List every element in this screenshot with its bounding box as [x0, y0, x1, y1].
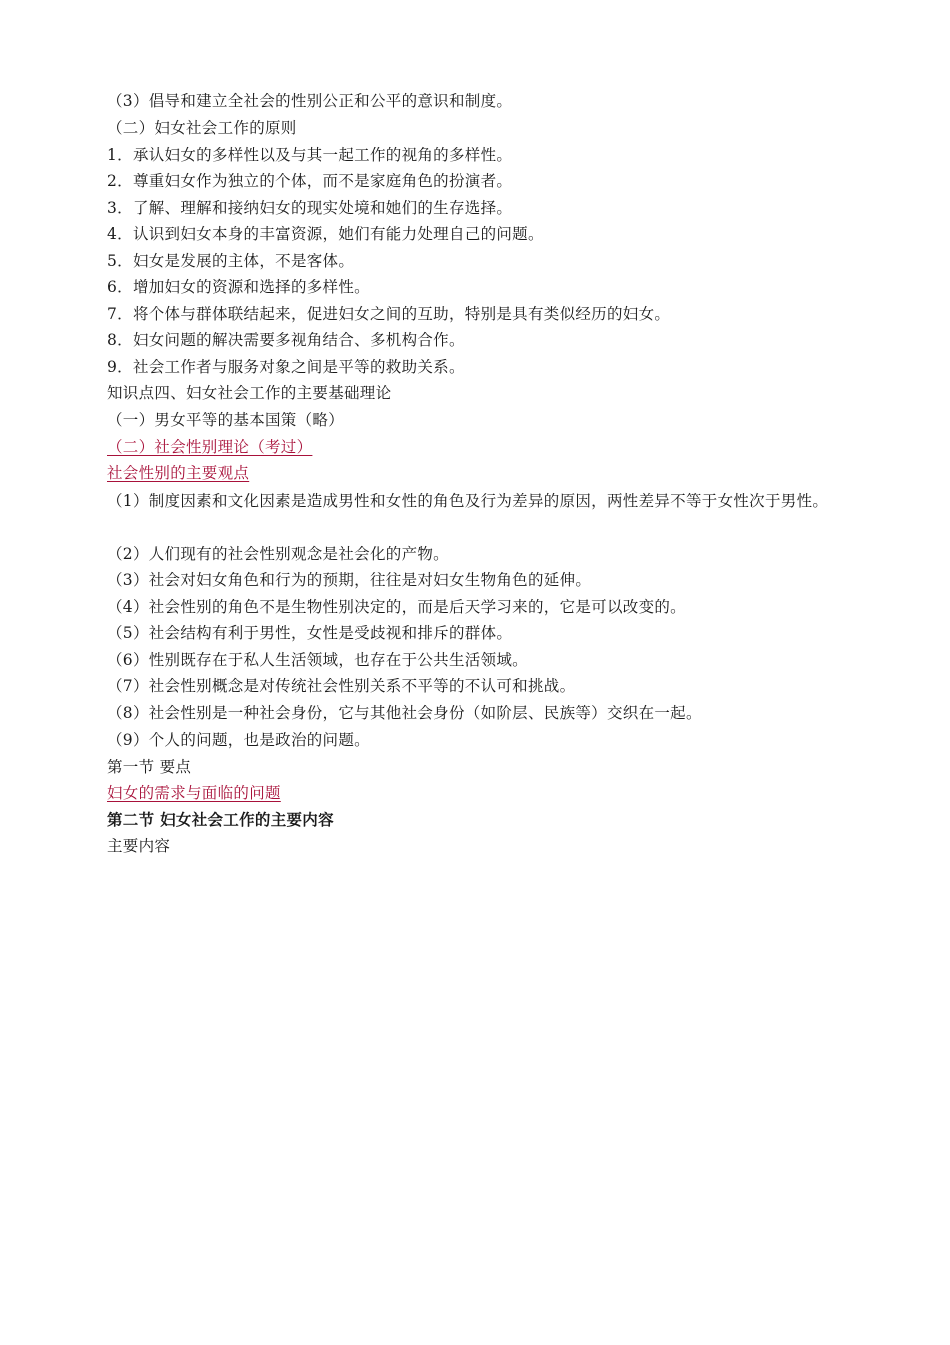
- text-line: （一）男女平等的基本国策（略）: [107, 411, 345, 429]
- section-heading: 第一节 要点: [107, 758, 192, 776]
- text-line: （3）倡导和建立全社会的性别公正和公平的意识和制度。: [107, 92, 513, 110]
- text-line: （5）社会结构有利于男性，女性是受歧视和排斥的群体。: [107, 624, 513, 642]
- wrapped-paragraph: （1）制度因素和文化因素是造成男性和女性的角色及行为差异的原因，两性差异不等于女性次于男性。: [107, 492, 829, 510]
- text-line: 8．妇女问题的解决需要多视角结合、多机构合作。: [107, 331, 465, 349]
- text-line: 7．将个体与群体联结起来，促进妇女之间的互助，特别是具有类似经历的妇女。: [107, 305, 671, 323]
- text-line: 6．增加妇女的资源和选择的多样性。: [107, 278, 370, 296]
- text-line: 9．社会工作者与服务对象之间是平等的救助关系。: [107, 358, 465, 376]
- red-underlined-heading: （二）社会性别理论（考过）: [107, 438, 313, 456]
- text-line: （8）社会性别是一种社会身份，它与其他社会身份（如阶层、民族等）交织在一起。: [107, 704, 702, 722]
- text-line: （7）社会性别概念是对传统社会性别关系不平等的不认可和挑战。: [107, 677, 576, 695]
- text-line: 5．妇女是发展的主体，不是客体。: [107, 252, 355, 270]
- text-line: 3．了解、理解和接纳妇女的现实处境和她们的生存选择。: [107, 199, 513, 217]
- text-line: （6）性别既存在于私人生活领域，也存在于公共生活领域。: [107, 651, 528, 669]
- red-underlined-heading: 妇女的需求与面临的问题: [107, 784, 281, 802]
- text-line: （9）个人的问题，也是政治的问题。: [107, 731, 370, 749]
- red-underlined-heading: 社会性别的主要观点: [107, 464, 250, 482]
- text-line: （4）社会性别的角色不是生物性别决定的，而是后天学习来的，它是可以改变的。: [107, 598, 686, 616]
- text-line: 2．尊重妇女作为独立的个体，而不是家庭角色的扮演者。: [107, 172, 513, 190]
- text-line: 1．承认妇女的多样性以及与其一起工作的视角的多样性。: [107, 146, 513, 164]
- text-line: （二）妇女社会工作的原则: [107, 119, 297, 137]
- text-line: 主要内容: [107, 837, 171, 855]
- section-heading: 第二节 妇女社会工作的主要内容: [107, 810, 334, 829]
- text-line: 4．认识到妇女本身的丰富资源，她们有能力处理自己的问题。: [107, 225, 544, 243]
- section-heading: 知识点四、妇女社会工作的主要基础理论: [107, 384, 392, 402]
- text-line: （2）人们现有的社会性别观念是社会化的产物。: [107, 545, 449, 563]
- text-line: （3）社会对妇女角色和行为的预期，往往是对妇女生物角色的延伸。: [107, 571, 592, 589]
